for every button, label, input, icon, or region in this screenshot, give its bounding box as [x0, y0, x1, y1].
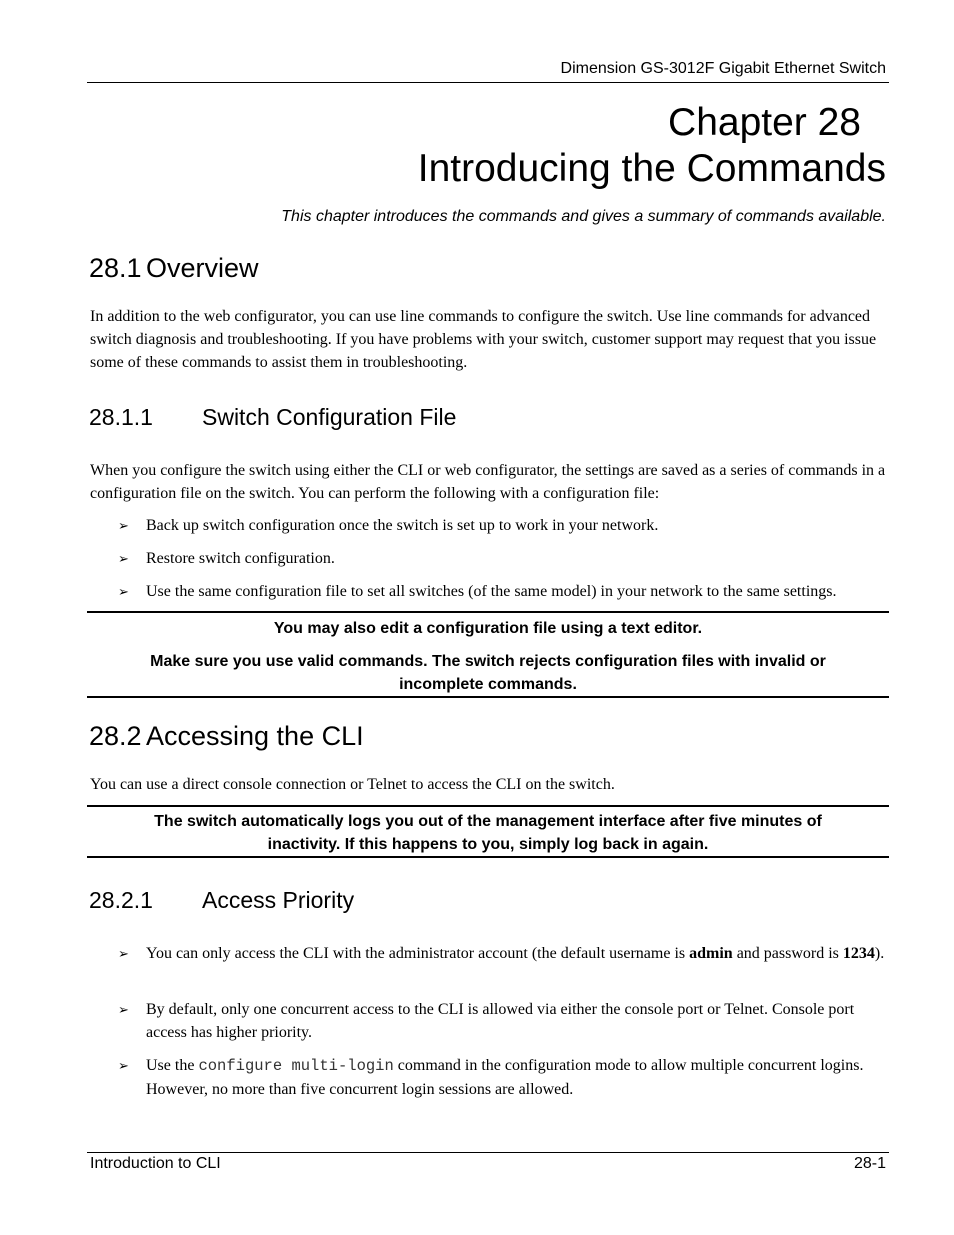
note-rule-top	[87, 611, 889, 613]
chapter-number: Chapter 28	[668, 101, 861, 144]
default-username: admin	[689, 945, 733, 962]
list-item: ➢ Back up switch configuration once the switch is set up to work in your network.	[118, 514, 888, 537]
note-rule-bottom	[87, 696, 889, 698]
section-heading-overview	[89, 252, 259, 284]
section-number: 28.2	[89, 721, 142, 751]
note-rule-top	[87, 805, 889, 807]
section-number: 28.2.1	[89, 887, 153, 913]
section-title: Accessing the CLI	[146, 721, 364, 751]
list-item: ➢ Use the same configuration file to set all switches (of the same model) in your network to the same settings.	[118, 580, 888, 603]
list-item: ➢ By default, only one concurrent access to the CLI is allowed via either the console port or Telnet. Console port access has higher priority.	[118, 998, 888, 1044]
header-rule	[87, 82, 889, 83]
section-title: Switch Configuration File	[202, 404, 457, 430]
running-header: Dimension GS-3012F Gigabit Ethernet Switch	[560, 60, 886, 77]
bullet-arrow-icon: ➢	[118, 1002, 129, 1017]
bullet-arrow-icon: ➢	[118, 518, 129, 533]
bullet-arrow-icon: ➢	[118, 584, 129, 599]
section-title: Access Priority	[202, 887, 355, 913]
config-file-paragraph: When you configure the switch using either the CLI or web configurator, the settings are saved as a series of commands in a configuration file on the switch. You can perform the following with a configuration file:	[90, 462, 886, 502]
accessing-cli-paragraph: You can use a direct console connection or Telnet to access the CLI on the switch.	[90, 776, 615, 793]
section-heading-config-file	[89, 403, 456, 431]
section-heading-access-priority	[89, 886, 354, 914]
section-number: 28.1.1	[89, 404, 153, 430]
footer-chapter-name: Introduction to CLI	[90, 1155, 221, 1172]
bullet-arrow-icon: ➢	[118, 1058, 129, 1073]
command-name: configure multi-login	[198, 1057, 394, 1075]
list-item: ➢ Use the configure multi-login command in the configuration mode to allow multiple concurrent logins. However, no more than five concurrent login sessions are allowed.	[118, 1054, 888, 1101]
footer-rule	[87, 1152, 889, 1153]
note-text: The switch automatically logs you out of the management interface after five minutes of inactivity. If this happens to you, simply log back in again.	[154, 813, 822, 853]
overview-paragraph: In addition to the web configurator, you can use line commands to configure the switch. Use line commands for advanced switch diagnosis and troubleshooting. If you have problems with your switch, customer support may request that you issue some of these commands to assist them in troubleshooting.	[90, 308, 877, 371]
note-rule-bottom	[87, 856, 889, 858]
default-password: 1234	[842, 945, 875, 962]
page-number: 28-1	[853, 1155, 886, 1172]
section-number: 28.1	[89, 253, 142, 283]
list-item: ➢ Restore switch configuration.	[118, 547, 888, 570]
section-heading-accessing-cli	[89, 720, 364, 752]
note-text: You may also edit a configuration file using a text editor.	[273, 620, 703, 637]
bullet-arrow-icon: ➢	[118, 946, 129, 961]
chapter-intro: This chapter introduces the commands and gives a summary of commands available.	[281, 208, 886, 225]
bullet-arrow-icon: ➢	[118, 551, 129, 566]
section-title: Overview	[146, 253, 259, 283]
chapter-title: Introducing the Commands	[417, 147, 886, 190]
list-item: ➢ You can only access the CLI with the administrator account (the default username is admin and password is 1234).	[118, 942, 888, 965]
note-text: Make sure you use valid commands. The switch rejects configuration files with invalid or incomplete commands.	[150, 653, 826, 693]
